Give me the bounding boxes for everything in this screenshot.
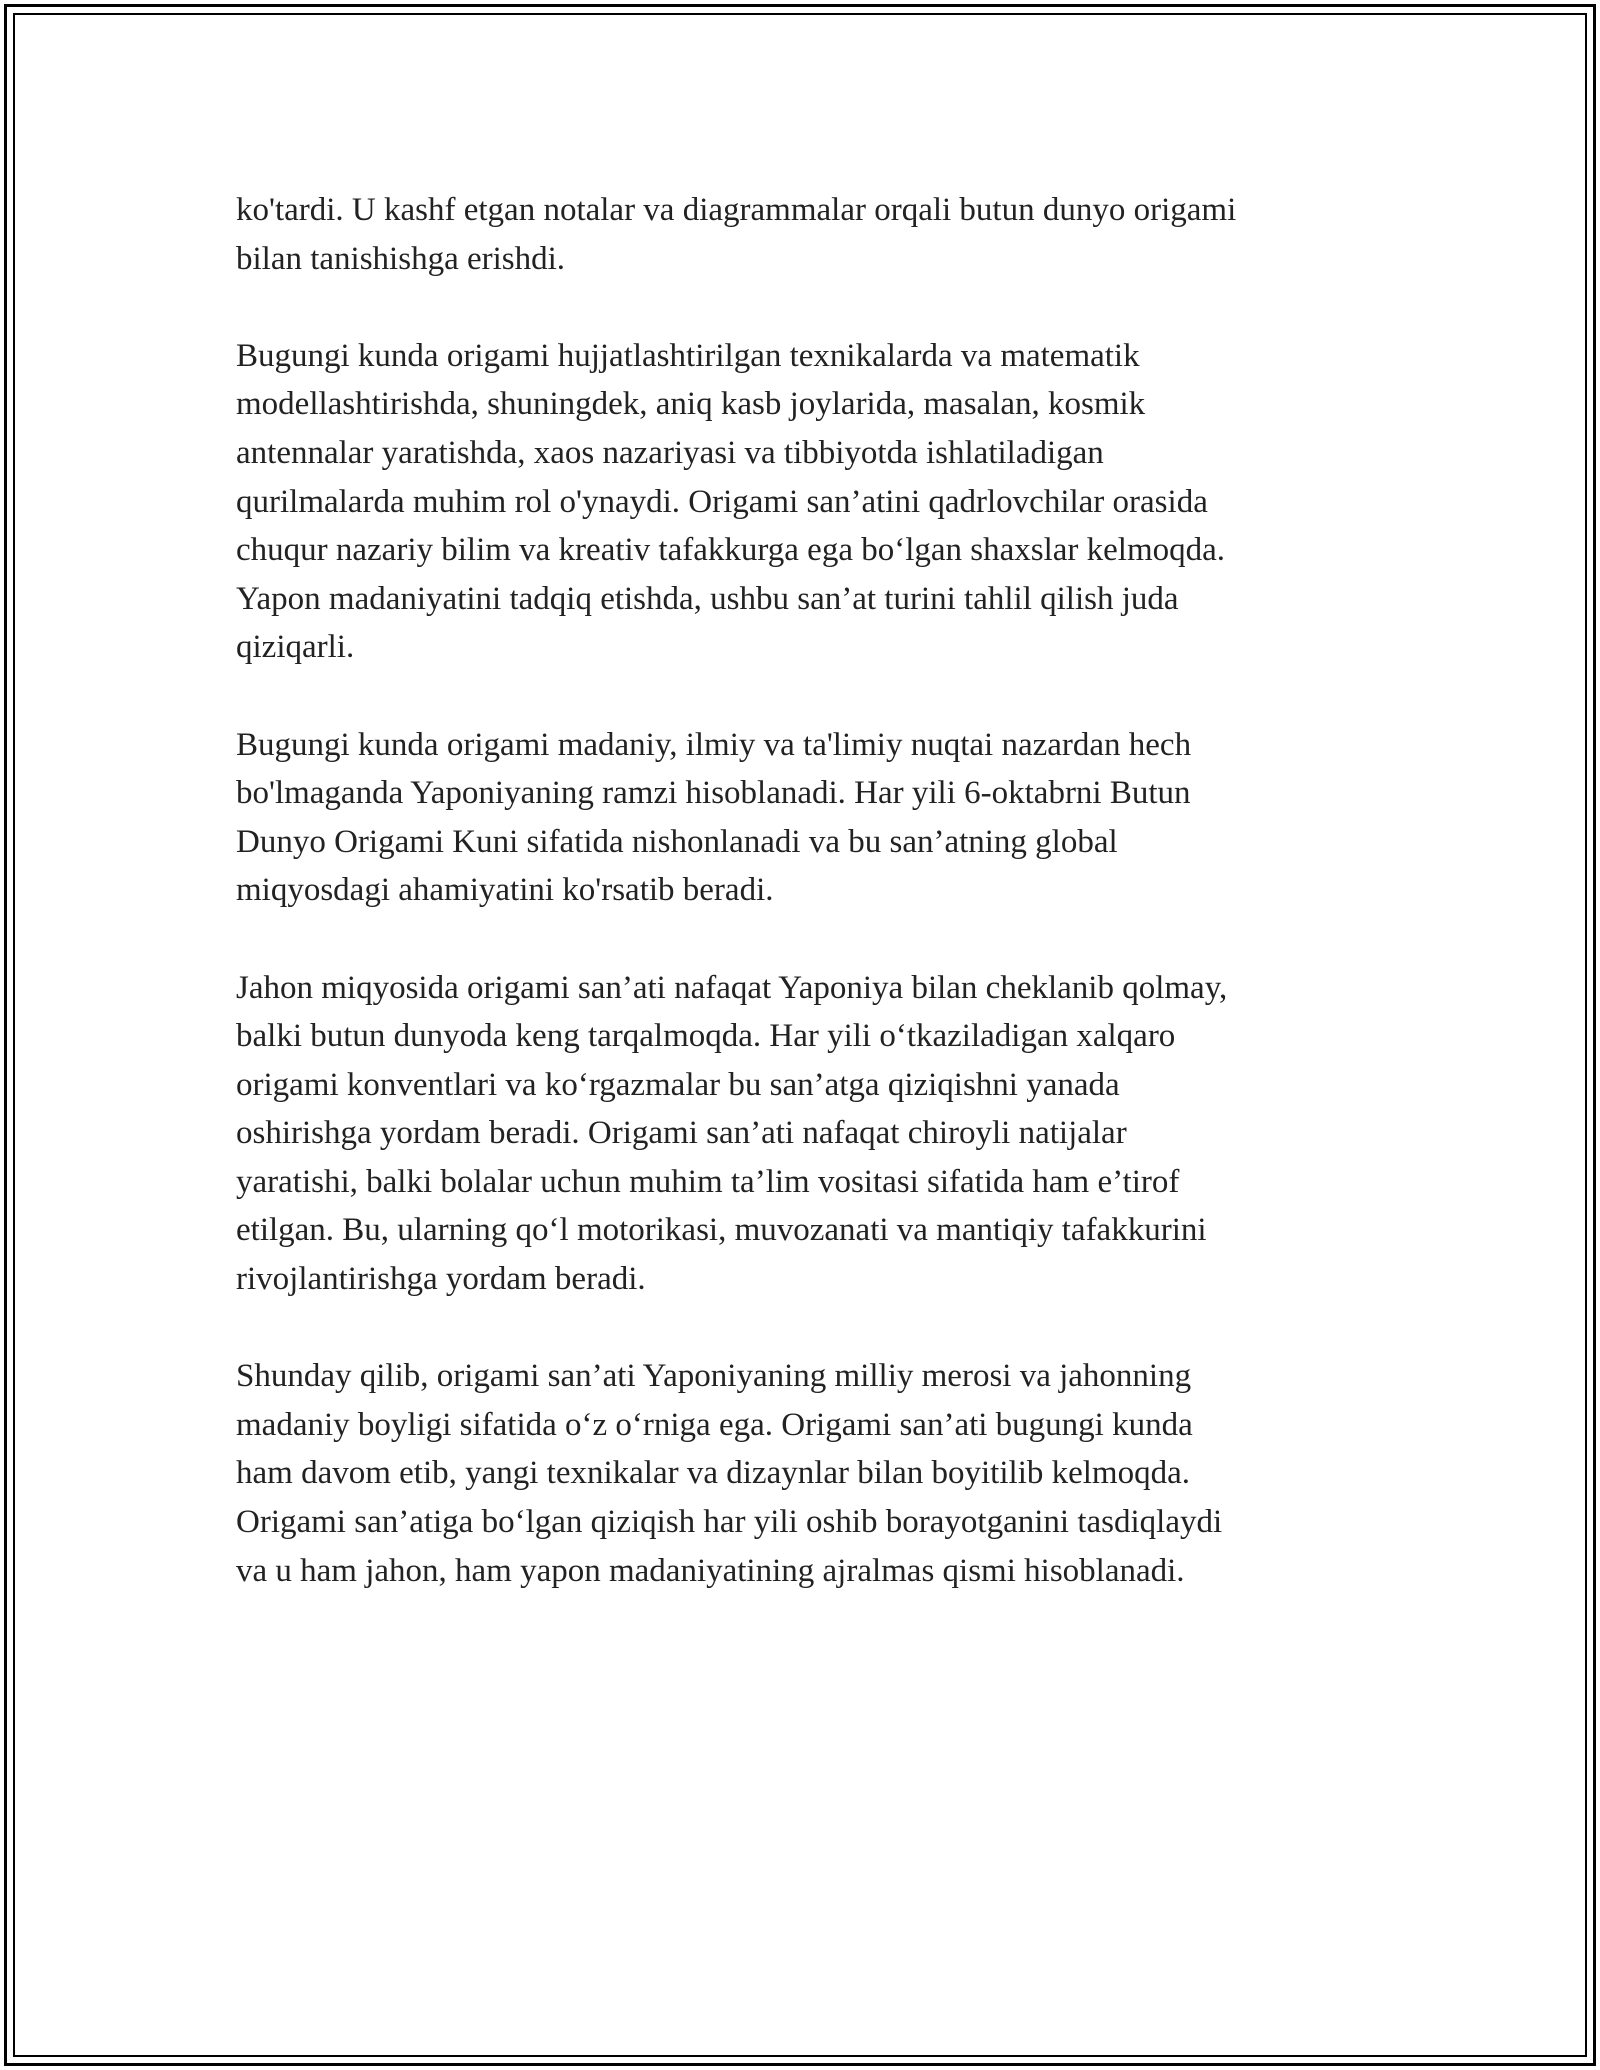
paragraph-3: Bugungi kunda origami madaniy, ilmiy va ta'limiy nuqtai nazardan hech bo'lmaganda Yaponiyaning ramzi hisoblanadi. Har yili 6-oktabrni Butun Dunyo Origami Kuni sifatida nishonlanadi va bu san’atning global miqyosdagi ahamiyatini ko'rsatib beradi. [236, 726, 1192, 909]
paragraph-1: ko'tardi. U kashf etgan notalar va diagrammalar orqali butun dunyo origami bilan tanishishga erishdi. [236, 192, 1237, 277]
paragraph-2: Bugungi kunda origami hujjatlashtirilgan texnikalarda va matematik modellashtirishda, shuningdek, aniq kasb joylarida, masalan, kosmik antennalar yaratishda, xaos nazariyasi va tibbiyotda ishlatiladigan qurilmalarda muhim rol o'ynaydi. Origami san’atini qadrlovchilar orasida chuqur nazariy bilim va kreativ tafakkurga ega bo‘lgan shaxslar kelmoqda. Yapon madaniyatini tadqiq etishda, ushbu san’at turini tahlil qilish juda qiziqarli. [236, 337, 1226, 666]
paragraph-5: Shunday qilib, origami san’ati Yaponiyaning milliy merosi va jahonning madaniy boyligi sifatida o‘z o‘rniga ega. Origami san’ati bugungi kunda ham davom etib, yangi texnikalar va dizaynlar bilan boyitilib kelmoqda. Origami san’atiga bo‘lgan qiziqish har yili oshib borayotganini tasdiqlaydi va u ham jahon, ham yapon madaniyatining ajralmas qismi hisoblanadi. [236, 1358, 1223, 1589]
document-body [236, 186, 1366, 1595]
paragraph-4: Jahon miqyosida origami san’ati nafaqat Yaponiya bilan cheklanib qolmay, balki butun dunyoda keng tarqalmoqda. Har yili o‘tkaziladigan xalqaro origami konventlari va ko‘rgazmalar bu san’atga qiziqishni yanada oshirishga yordam beradi. Origami san’ati nafaqat chiroyli natijalar yaratishi, balki bolalar uchun muhim ta’lim vositasi sifatida ham e’tirof etilgan. Bu, ularning qo‘l motorikasi, muvozanati va mantiqiy tafakkurini rivojlantirishga yordam beradi. [236, 969, 1228, 1298]
